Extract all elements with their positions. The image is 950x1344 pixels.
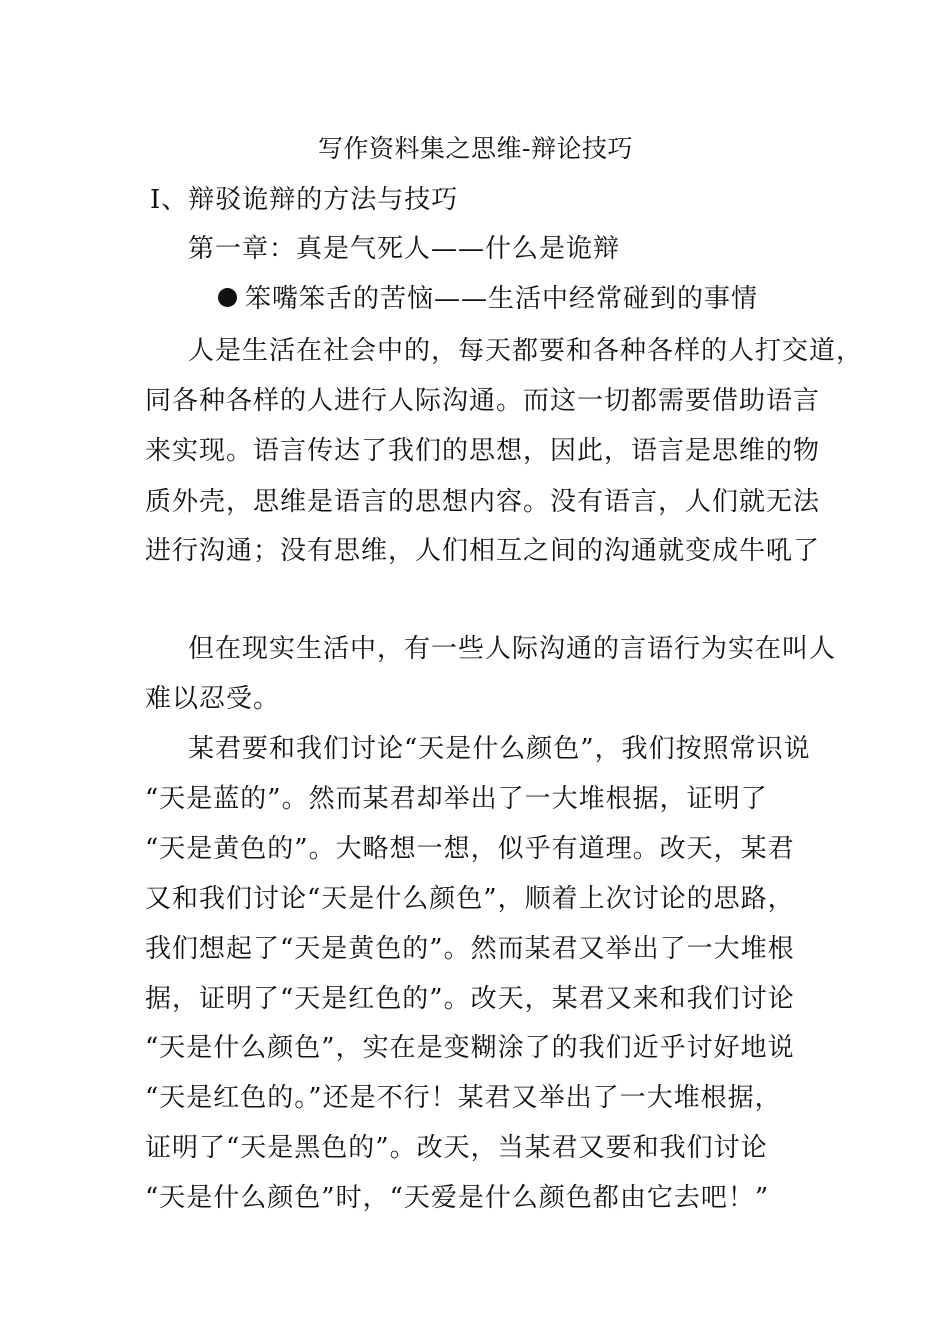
subheading bbox=[218, 282, 758, 316]
paragraph-3-line: “天是蓝的”。然而某君却举出了一大堆根据，证明了 bbox=[145, 784, 768, 814]
subheading-text: 笨嘴笨舌的苦恼——生活中经常碰到的事情 bbox=[245, 284, 759, 314]
paragraph-3-line: 某君要和我们讨论“天是什么颜色”，我们按照常识说 bbox=[188, 734, 811, 764]
paragraph-3-line: 证明了“天是黑色的”。改天，当某君又要和我们讨论 bbox=[145, 1133, 768, 1163]
paragraph-1-line: 质外壳，思维是语言的思想内容。没有语言，人们就无法 bbox=[145, 487, 821, 517]
chapter-heading: 第一章：真是气死人——什么是诡辩 bbox=[188, 234, 621, 264]
paragraph-2-line: 难以忍受。 bbox=[145, 684, 281, 714]
paragraph-3-line: 我们想起了“天是黄色的”。然而某君又举出了一大堆根 bbox=[145, 934, 795, 964]
paragraph-3-line: 又和我们讨论“天是什么颜色”，顺着上次讨论的思路， bbox=[145, 884, 795, 914]
paragraph-3-line: “天是黄色的”。大略想一想，似乎有道理。改天，某君 bbox=[145, 834, 795, 864]
paragraph-3-line: “天是什么颜色”时，“天爱是什么颜色都由它去吧！” bbox=[145, 1183, 770, 1213]
paragraph-3-line: 据，证明了“天是红色的”。改天，某君又来和我们讨论 bbox=[145, 984, 795, 1014]
paragraph-1-line: 来实现。语言传达了我们的思想，因此，语言是思维的物 bbox=[145, 436, 821, 466]
paragraph-3-line: “天是什么颜色”，实在是变糊涂了的我们近乎讨好地说 bbox=[145, 1033, 795, 1063]
paragraph-1-line: 同各种各样的人进行人际沟通。而这一切都需要借助语言 bbox=[145, 386, 821, 416]
paragraph-1-line: 进行沟通；没有思维，人们相互之间的沟通就变成牛吼了 bbox=[145, 536, 821, 566]
document-title: 写作资料集之思维-辩论技巧 bbox=[318, 134, 633, 163]
section-heading: I、辩驳诡辩的方法与技巧 bbox=[150, 185, 459, 215]
paragraph-2-line: 但在现实生活中，有一些人际沟通的言语行为实在叫人 bbox=[188, 634, 837, 664]
paragraph-1-line: 人是生活在社会中的，每天都要和各种各样的人打交道， bbox=[188, 336, 864, 366]
bullet-icon bbox=[218, 288, 237, 307]
paragraph-3-line: “天是红色的。”还是不行！某君又举出了一大堆根据， bbox=[145, 1083, 782, 1113]
